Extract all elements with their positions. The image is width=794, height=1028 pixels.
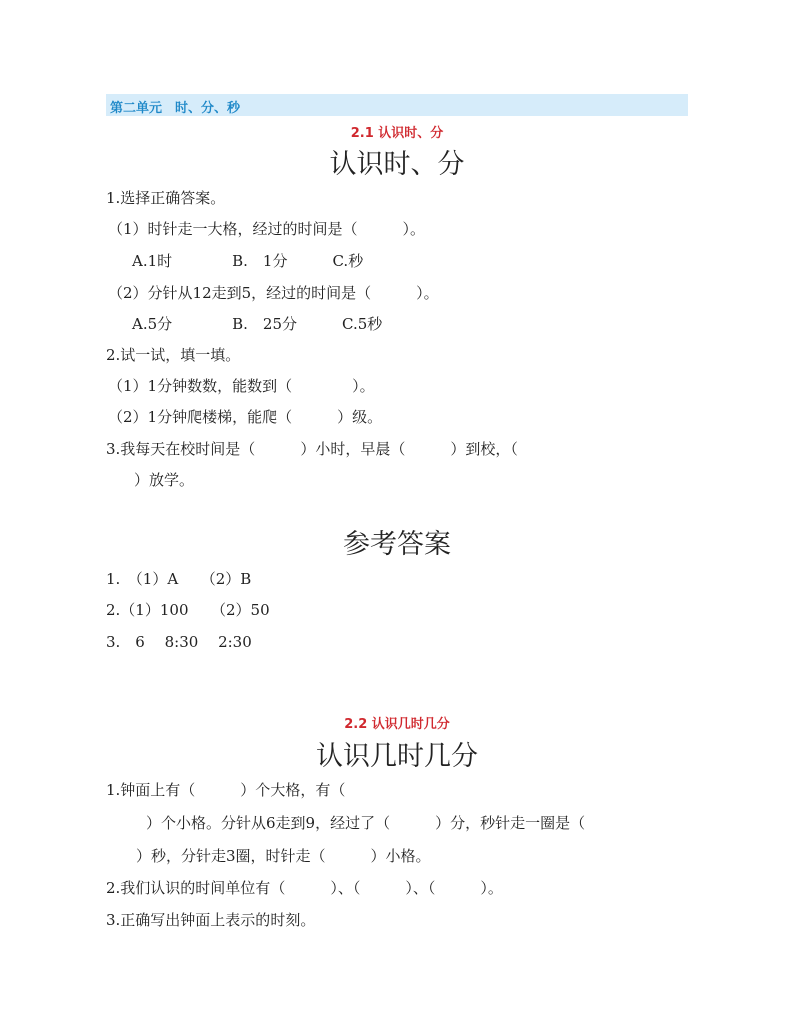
question-1-1-options: A.1时 B. 1分 C.秒 [132, 252, 364, 270]
unit-banner-text: 第二单元 时、分、秒 [110, 101, 241, 116]
section2-title: 认识几时几分 [316, 741, 478, 772]
question-3-cont: ）放学。 [134, 471, 195, 489]
answer-3: 3. 6 8:30 2:30 [106, 633, 252, 651]
section2-subheading: 2.2 认识几时几分 [344, 717, 450, 732]
s2-question-1-cont-a: ）个小格。分针从6走到9，经过了（ ）分，秒针走一圈是（ [146, 814, 586, 832]
unit-banner [106, 94, 688, 116]
question-1-2-options: A.5分 B. 25分 C.5秒 [132, 315, 383, 333]
question-1-1: （1）时针走一大格，经过的时间是（ ）。 [108, 220, 426, 238]
answer-2: 2.（1）100 （2）50 [106, 601, 270, 619]
s2-question-2: 2.我们认识的时间单位有（ ）、（ ）、（ ）。 [106, 879, 503, 897]
question-1-2: （2）分针从12走到5，经过的时间是（ ）。 [108, 284, 439, 302]
section1-subheading: 2.1 认识时、分 [350, 126, 444, 141]
question-2-1: （1）1分钟数数，能数到（ ）。 [108, 377, 375, 395]
question-3: 3.我每天在校时间是（ ）小时，早晨（ ）到校，（ [106, 440, 518, 458]
s2-question-1-cont-b: ）秒，分针走3圈，时针走（ ）小格。 [136, 847, 431, 865]
answers-title: 参考答案 [343, 529, 451, 560]
s2-question-1: 1.钟面上有（ ）个大格，有（ [106, 781, 346, 799]
section1-title: 认识时、分 [329, 149, 465, 180]
question-2-2: （2）1分钟爬楼梯，能爬（ ）级。 [108, 408, 383, 426]
question-2: 2.试一试，填一填。 [106, 346, 241, 364]
question-1: 1.选择正确答案。 [106, 189, 226, 207]
s2-question-3: 3.正确写出钟面上表示的时刻。 [106, 911, 316, 929]
answer-1: 1. （1）A （2）B [106, 570, 252, 588]
